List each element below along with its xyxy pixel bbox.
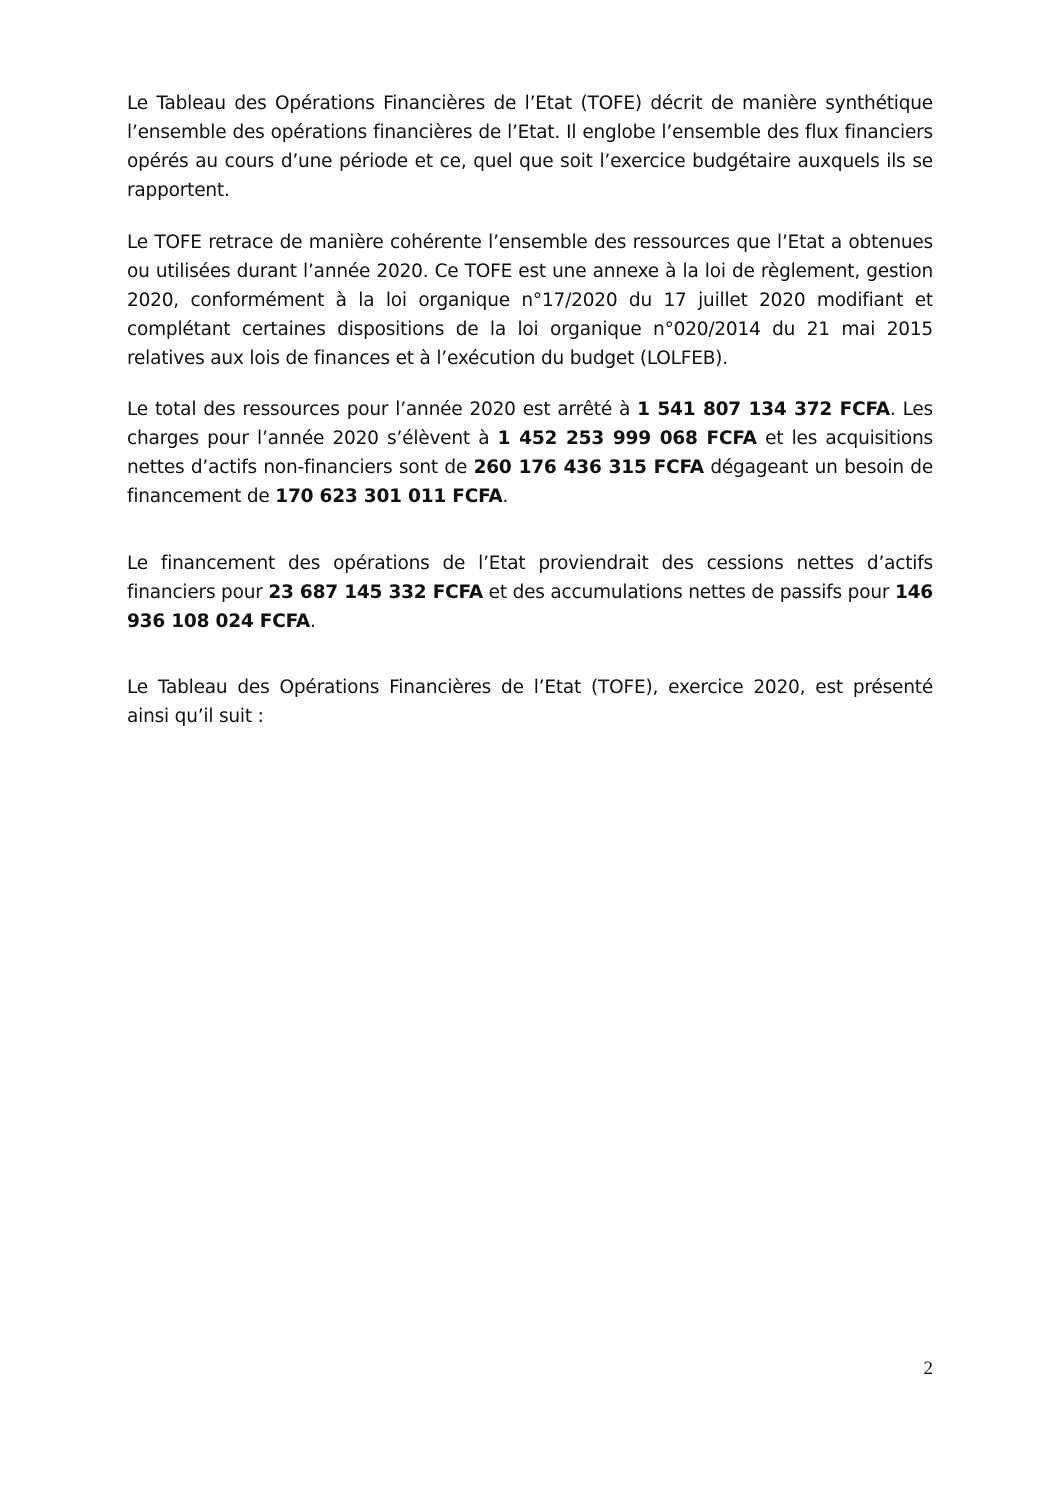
page-number: 2 <box>923 1358 933 1379</box>
net-liability-accumulations-value: 146 936 108 024 FCFA <box>127 582 933 632</box>
total-resources-value: 1 541 807 134 372 FCFA <box>637 399 890 420</box>
paragraph-table-introduction: Le Tableau des Opérations Financières de l’Etat (TOFE), exercice 2020, est présenté ainsi qu’il suit : <box>127 677 933 727</box>
net-financial-asset-disposals-value: 23 687 145 332 FCFA <box>268 582 483 603</box>
paragraph-tofe-definition: Le Tableau des Opérations Financières de l’Etat (TOFE) décrit de manière synthétique l’ensemble des opérations financières de l’Etat. Il englobe l’ensemble des flux financiers opérés au cours d’une période et ce, quel que soit l’exercice budgétaire auxquels ils se rapportent. <box>127 93 933 201</box>
paragraph-tofe-scope: Le TOFE retrace de manière cohérente l’ensemble des ressources que l’Etat a obtenues ou utilisées durant l’année 2020. Ce TOFE est une annexe à la loi de règlement, gestion 2020, conformément à la loi organique n°17/2020 du 17 juillet 2020 modifiant et complétant certaines dispositions de la loi organique n°020/2014 du 21 mai 2015 relatives aux lois de finances et à l’exécution du budget (LOLFEB). <box>127 232 933 369</box>
document-body <box>127 89 933 731</box>
paragraph-financing-sources <box>127 549 933 636</box>
paragraph-text: . <box>310 611 316 632</box>
paragraph-resources-charges <box>127 395 933 511</box>
net-acquisitions-value: 260 176 436 315 FCFA <box>473 457 704 478</box>
paragraph-text: dégageant un besoin de financement de <box>127 457 934 507</box>
paragraph-text: et les acquisitions nettes d’actifs non-financiers sont de <box>127 428 933 478</box>
charges-value: 1 452 253 999 068 FCFA <box>497 428 757 449</box>
paragraph-text: . Les charges pour l’année 2020 s’élèvent à <box>127 399 933 449</box>
paragraph-text: . <box>502 486 509 507</box>
paragraph-text: et des accumulations nettes de passifs pour <box>482 582 895 603</box>
paragraph-text: Le financement des opérations de l’Etat proviendrait des cessions nettes d’actifs financiers pour <box>127 553 933 603</box>
financing-need-value: 170 623 301 011 FCFA <box>275 486 503 507</box>
paragraph-text: Le total des ressources pour l’année 2020 est arrêté à <box>127 399 638 420</box>
